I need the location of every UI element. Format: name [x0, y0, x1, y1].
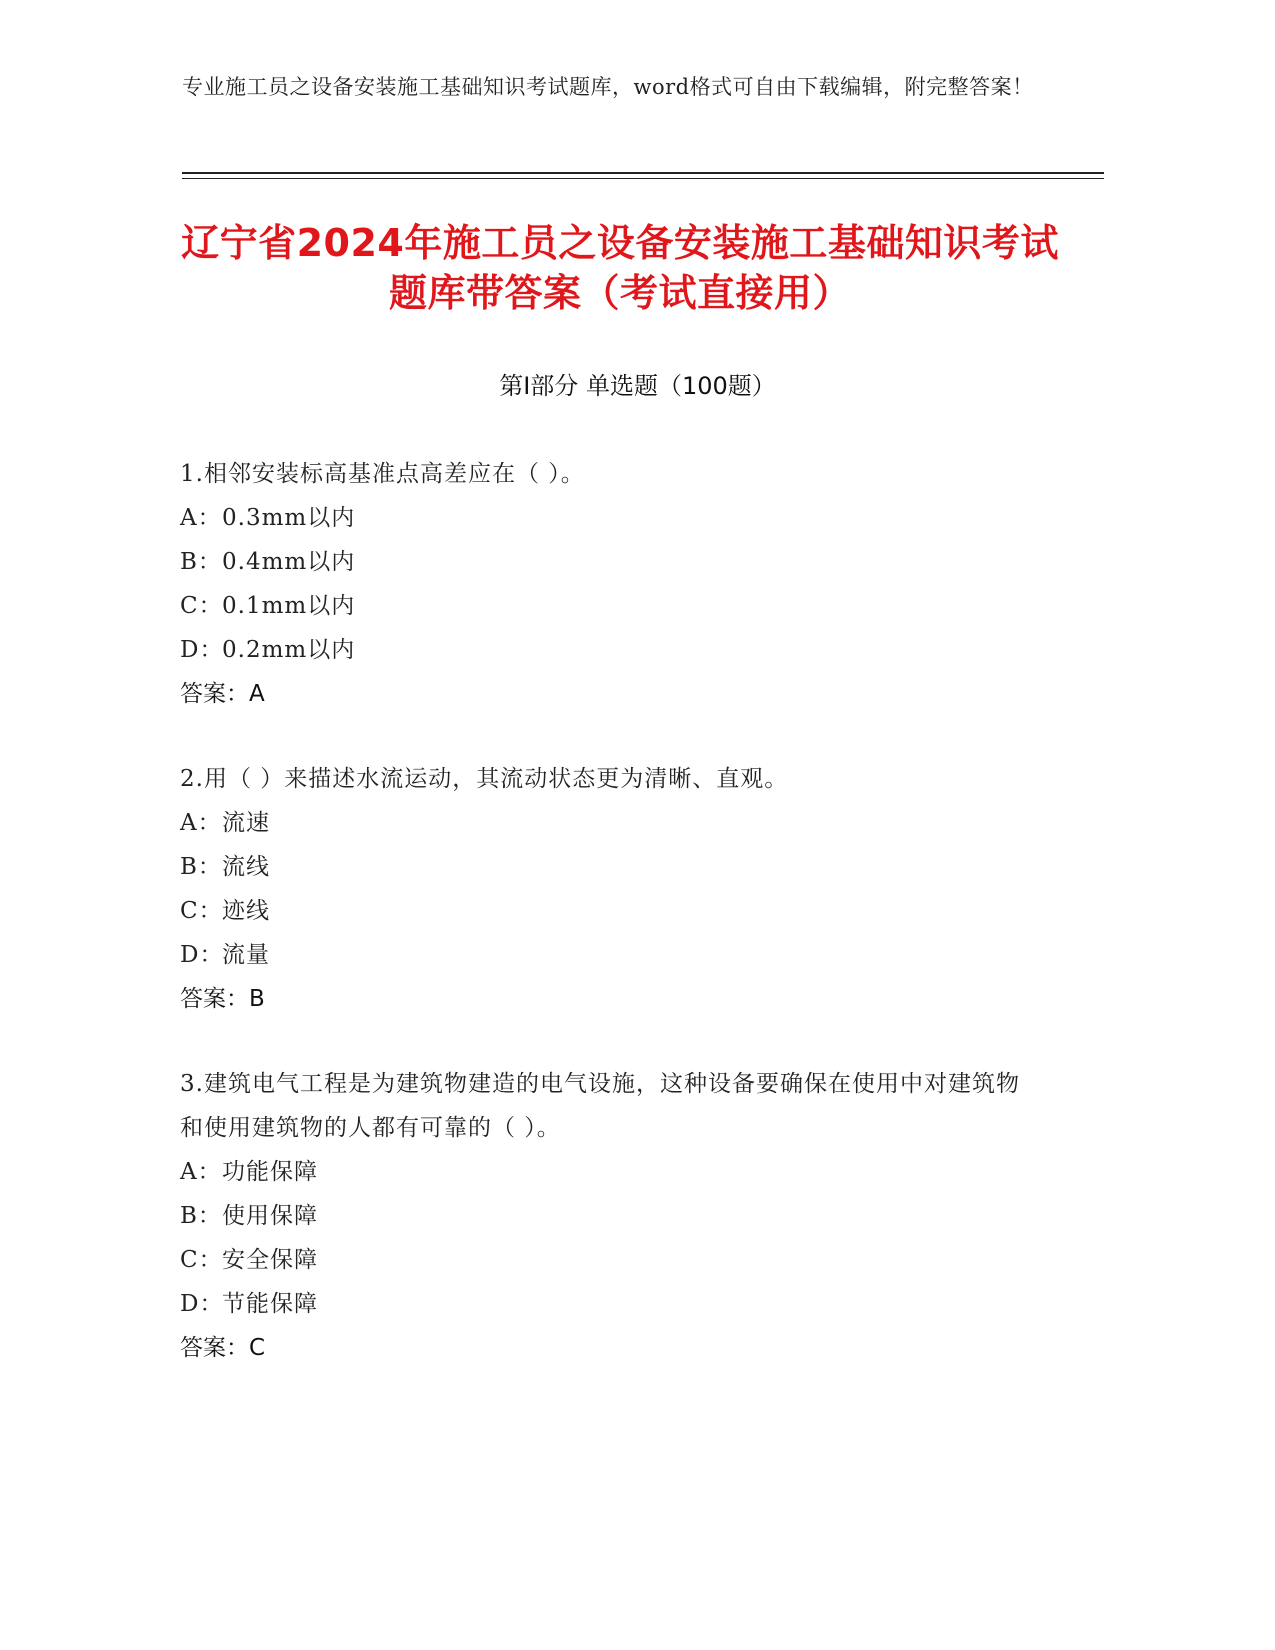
option-text: 流量: [222, 942, 270, 968]
header-note: 专业施工员之设备安装施工基础知识考试题库，word格式可自由下载编辑，附完整答案！: [182, 75, 1034, 99]
option-letter: B：: [180, 549, 222, 575]
question-stem: 1.相邻安装标高基准点高差应在（ ）。: [180, 461, 585, 487]
question-2: [180, 757, 1060, 1021]
question-stem: 2.用（ ）来描述水流运动，其流动状态更为清晰、直观。: [180, 766, 789, 792]
option-text: 节能保障: [222, 1291, 318, 1317]
option-letter: C：: [180, 898, 223, 924]
option-c: [180, 889, 1060, 933]
option-text: 流线: [222, 854, 270, 880]
answer-label: 答案：B: [180, 986, 265, 1012]
option-text: 流速: [222, 810, 270, 836]
option-letter: C：: [180, 1247, 223, 1273]
option-b: [180, 845, 1060, 889]
option-a: [180, 801, 1060, 845]
option-d: [180, 933, 1060, 977]
option-c: [180, 584, 1060, 628]
option-letter: B：: [180, 854, 222, 880]
option-text: 功能保障: [222, 1159, 318, 1185]
option-b: [180, 1194, 1020, 1238]
answer-label: 答案：A: [180, 681, 265, 707]
option-text: 0.4mm以内: [222, 549, 356, 575]
option-text: 0.1mm以内: [222, 593, 356, 619]
option-d: [180, 628, 1060, 672]
option-text: 0.3mm以内: [222, 505, 356, 531]
option-letter: A：: [180, 505, 222, 531]
option-text: 迹线: [222, 898, 270, 924]
option-c: [180, 1238, 1020, 1282]
question-1: [180, 452, 1060, 716]
section-title: 第Ⅰ部分 单选题（100题）: [499, 372, 776, 400]
option-letter: B：: [180, 1203, 222, 1229]
option-letter: A：: [180, 810, 222, 836]
option-letter: D：: [180, 942, 224, 968]
answer-label: 答案：C: [180, 1335, 266, 1361]
option-a: [180, 1150, 1020, 1194]
question-3: [180, 1062, 1020, 1370]
option-a: [180, 496, 1060, 540]
option-letter: D：: [180, 637, 224, 663]
option-d: [180, 1282, 1020, 1326]
option-b: [180, 540, 1060, 584]
question-stem: 3.建筑电气工程是为建筑物建造的电气设施，这种设备要确保在使用中对建筑物和使用建筑物的人都有可靠的（ ）。: [180, 1071, 1020, 1141]
option-letter: A：: [180, 1159, 222, 1185]
option-letter: C：: [180, 593, 223, 619]
header-divider-thin: [182, 178, 1104, 179]
option-letter: D：: [180, 1291, 224, 1317]
option-text: 使用保障: [222, 1203, 318, 1229]
option-text: 安全保障: [222, 1247, 318, 1273]
header-divider-thick: [182, 172, 1104, 174]
option-text: 0.2mm以内: [222, 637, 356, 663]
document-title: 辽宁省2024年施工员之设备安装施工基础知识考试题库带答案（考试直接用）: [181, 221, 1059, 315]
